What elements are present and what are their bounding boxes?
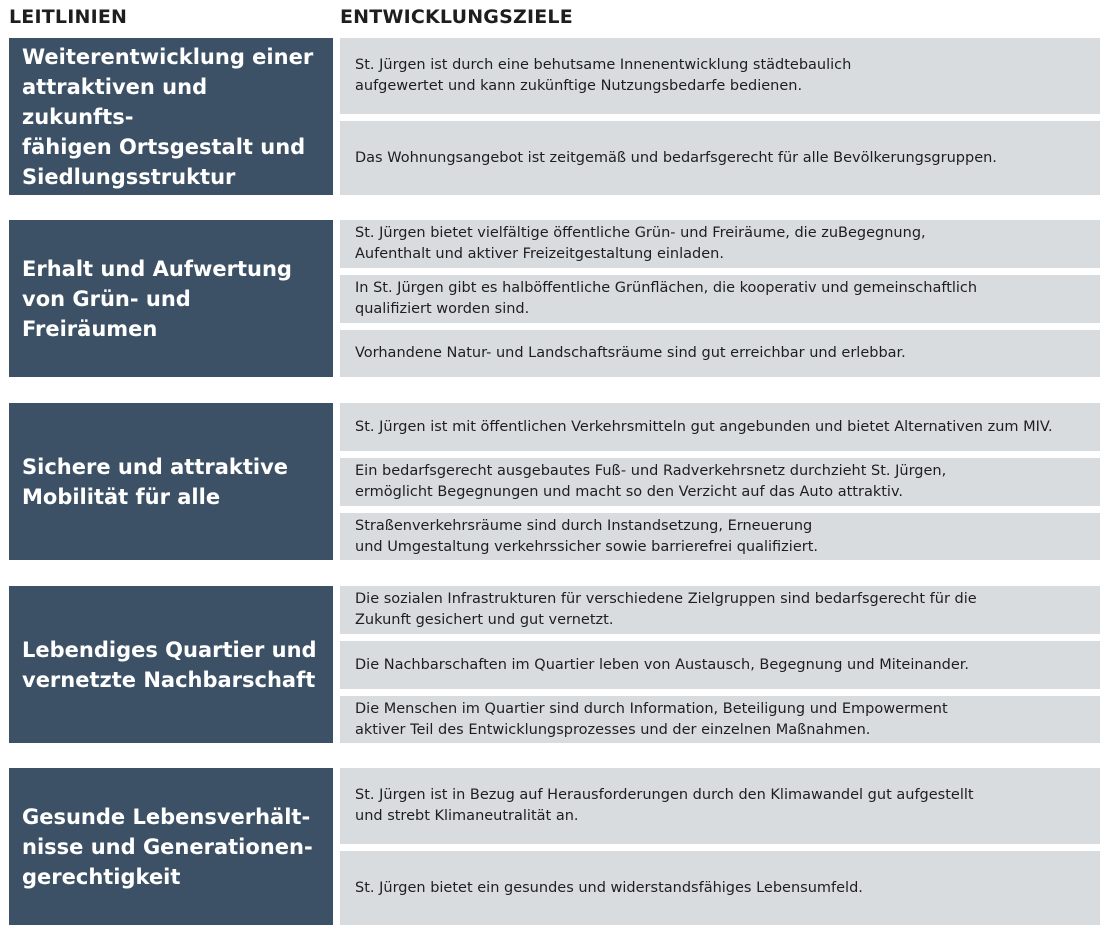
leitlinie-line: von Grün- und Freiräumen (22, 286, 191, 341)
ziel-line: Straßenverkehrsräume sind durch Instandsetzung, Erneuerung (355, 517, 813, 534)
ziel-line: Das Wohnungsangebot ist zeitgemäß und bedarfsgerecht für alle Bevölkerungsgruppen. (355, 149, 997, 166)
ziele-list (340, 403, 1100, 560)
leitlinie-box (9, 38, 333, 195)
ziel-box (340, 458, 1100, 506)
ziele-list (340, 38, 1100, 195)
ziel-line: Die Nachbarschaften im Quartier leben von Austausch, Begegnung und Miteinander. (355, 656, 970, 673)
ziele-list (340, 586, 1100, 743)
leitlinie-line: attraktiven und zukunfts- (22, 74, 208, 129)
ziel-line: und Umgestaltung verkehrssicher sowie barrierefrei qualifiziert. (355, 538, 819, 555)
ziel-line: qualifiziert worden sind. (355, 301, 530, 317)
ziel-line: In St. Jürgen gibt es halböffentliche Grünflächen, die kooperativ und gemeinschaftlich (355, 280, 978, 296)
ziel-line: St. Jürgen ist mit öffentlichen Verkehrsmitteln gut angebunden und bietet Alternativen zum MIV. (355, 418, 1053, 435)
ziele-list (340, 220, 1100, 377)
ziel-line: Die sozialen Infrastrukturen für verschiedene Zielgruppen sind bedarfsgerecht für die (355, 591, 977, 607)
leitlinie-line: gerechtigkeit (22, 864, 181, 889)
leitlinie-text (22, 452, 288, 512)
leitlinie-line: Erhalt und Aufwertung (22, 256, 292, 281)
ziel-box (340, 768, 1100, 844)
ziel-line: Zukunft gesichert und gut vernetzt. (355, 612, 614, 628)
group-ortsgestalt (9, 38, 1100, 195)
ziel-line: aktiver Teil des Entwicklungsprozesses und der einzelnen Maßnahmen. (355, 721, 871, 738)
ziel-line: aufgewertet und kann zukünftige Nutzungsbedarfe bedienen. (355, 78, 803, 94)
leitlinie-box (9, 586, 333, 743)
leitlinie-box (9, 768, 333, 925)
ziel-line: und strebt Klimaneutralität an. (355, 808, 579, 824)
leitlinie-line: nisse und Generationen- (22, 834, 313, 859)
leitlinie-box (9, 403, 333, 560)
ziel-line: Aufenthalt und aktiver Freizeitgestaltung einladen. (355, 246, 724, 262)
header-leitlinien: LEITLINIEN (9, 6, 128, 28)
ziel-box (340, 38, 1100, 114)
ziel-box (340, 275, 1100, 323)
leitlinie-text (22, 254, 325, 344)
group-gesundheit (9, 768, 1100, 925)
ziel-line: St. Jürgen ist in Bezug auf Herausforderungen durch den Klimawandel gut aufgestellt (355, 787, 974, 803)
leitlinie-text (22, 635, 317, 695)
group-gruenraeume (9, 220, 1100, 377)
leitlinie-line: Siedlungsstruktur (22, 164, 236, 189)
ziel-box (340, 851, 1100, 925)
ziele-list (340, 768, 1100, 925)
ziel-box (340, 696, 1100, 743)
ziel-box (340, 513, 1100, 560)
leitlinie-line: vernetzte Nachbarschaft (22, 667, 316, 692)
ziel-line: Vorhandene Natur- und Landschaftsräume sind gut erreichbar und erlebbar. (355, 345, 906, 361)
ziel-line: St. Jürgen bietet ein gesundes und widerstandsfähiges Lebensumfeld. (355, 879, 863, 896)
leitlinie-line: Sichere und attraktive (22, 454, 289, 479)
header-entwicklungsziele: ENTWICKLUNGSZIELE (340, 6, 573, 28)
leitlinie-line: Gesunde Lebensverhält- (22, 804, 311, 829)
ziel-box (340, 403, 1100, 451)
ziel-line: ermöglicht Begegnungen und macht so den Verzicht auf das Auto attraktiv. (355, 484, 904, 500)
ziel-line: Ein bedarfsgerecht ausgebautes Fuß- und Radverkehrsnetz durchzieht St. Jürgen, (355, 463, 947, 479)
ziel-line: St. Jürgen ist durch eine behutsame Innenentwicklung städtebaulich (355, 57, 852, 73)
group-mobilitaet (9, 403, 1100, 560)
ziel-box (340, 121, 1100, 195)
ziel-line: St. Jürgen bietet vielfältige öffentliche Grün- und Freiräume, die zuBegegnung, (355, 225, 926, 241)
leitlinie-line: Weiterentwicklung einer (22, 44, 314, 69)
ziel-box (340, 330, 1100, 377)
leitlinie-text (22, 42, 325, 192)
leitlinie-line: Lebendiges Quartier und (22, 637, 317, 662)
leitlinie-box (9, 220, 333, 377)
ziel-line: Die Menschen im Quartier sind durch Information, Beteiligung und Empowerment (355, 700, 948, 717)
ziel-box (340, 641, 1100, 689)
ziel-box (340, 586, 1100, 634)
leitlinie-line: fähigen Ortsgestalt und (22, 134, 306, 159)
group-quartier (9, 586, 1100, 743)
leitlinie-text (22, 802, 313, 892)
leitlinie-line: Mobilität für alle (22, 484, 221, 509)
ziel-box (340, 220, 1100, 268)
